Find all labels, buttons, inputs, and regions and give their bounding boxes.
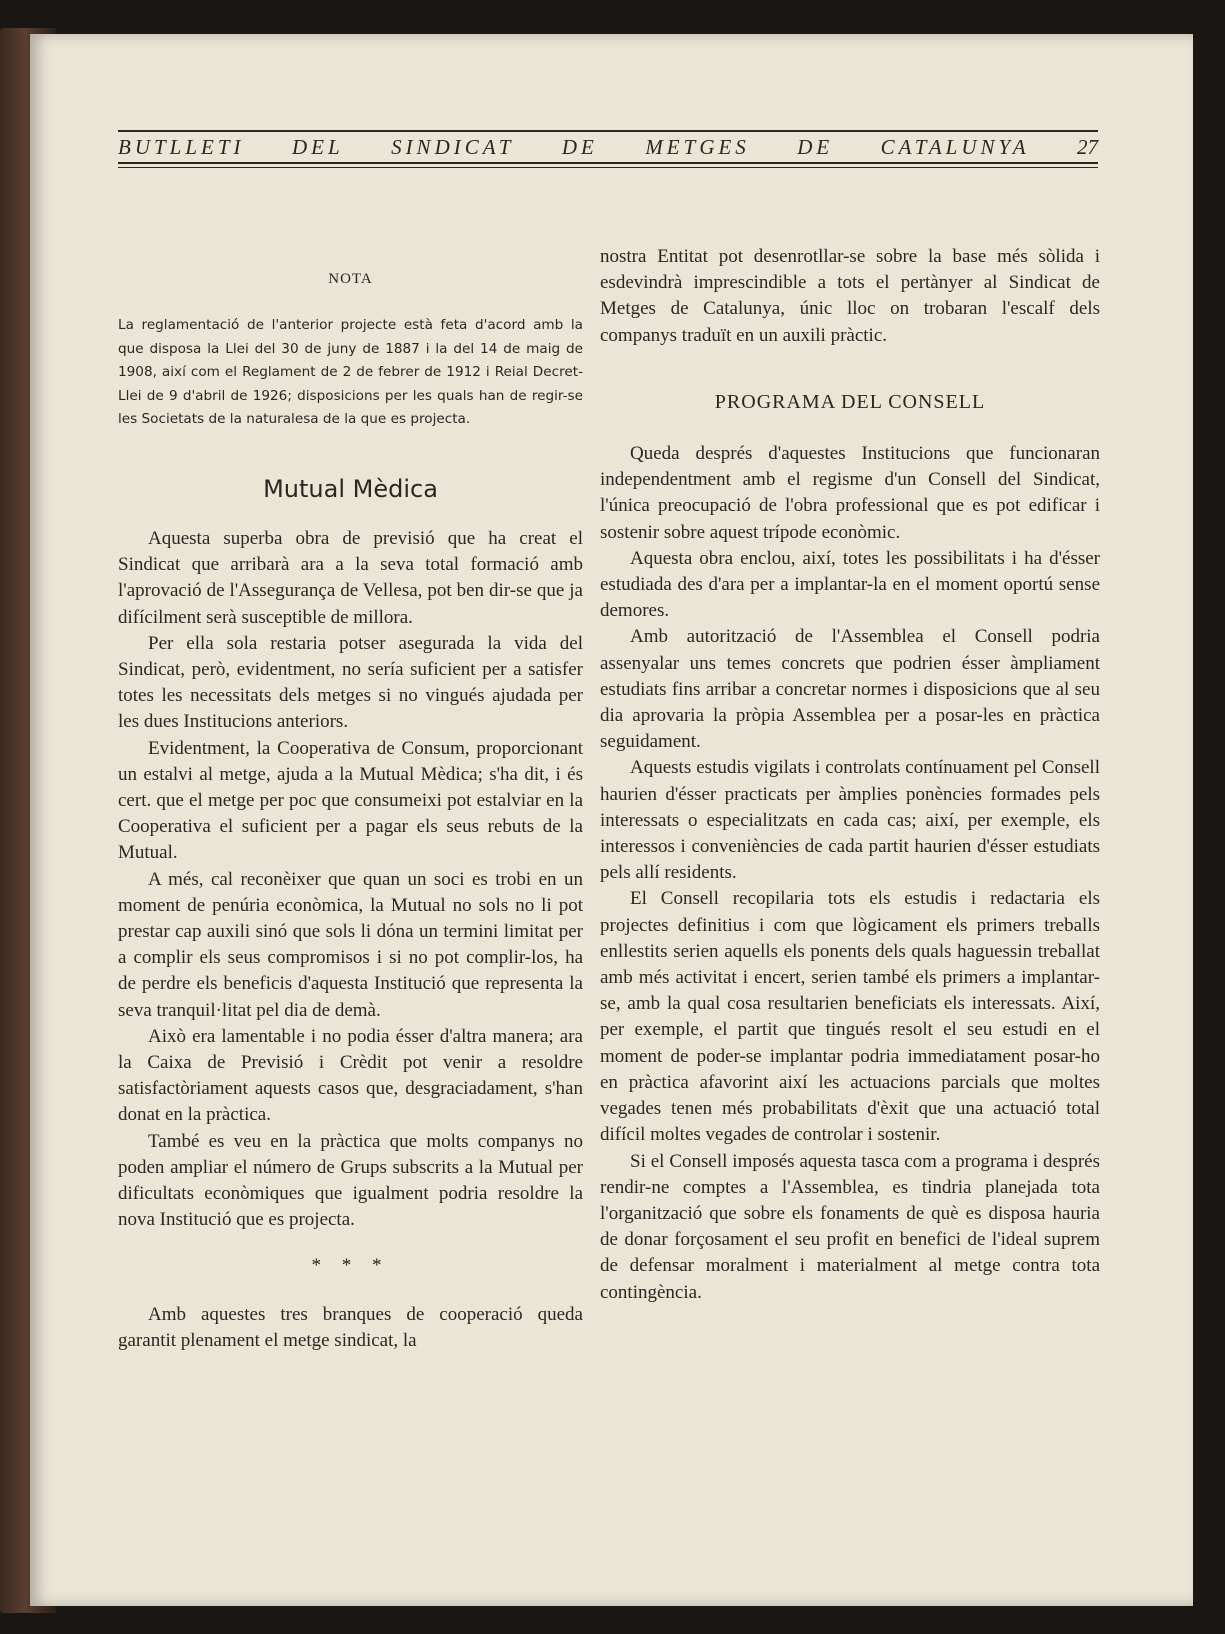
running-header — [118, 130, 1098, 168]
paragraph-continuation: nostra Entitat pot desenrotllar-se sobre la base més sòlida i esdevindrà imprescindible a tots el pertànyer al Sindicat de Metges de Catalunya, únic lloc on trobaran l'escalf dels companys traduït en un auxili pràctic. — [600, 246, 1100, 346]
paragraph: Això era lamentable i no podia ésser d'altra manera; ara la Caixa de Previsió i Crèdit pot venir a resoldre satisfactòriament aquests casos que, desgraciadament, s'han donat en la pràctica. — [118, 1025, 583, 1126]
nota-title: NOTA — [328, 271, 373, 287]
paragraph: Evidentment, la Cooperativa de Consum, proporcionant un estalvi al metge, ajuda a la Mutual Mèdica; s'ha dit, i és cert. que el metge per poc que consumeixi pot estalviar en la Cooperativa el suficient per a pagar els seus rebuts de la Mutual. — [118, 737, 583, 864]
section-title-mutual-medica: Mutual Mèdica — [263, 474, 438, 503]
header-word: DE — [797, 135, 834, 159]
paragraph: El Consell recopilaria tots els estudis i redactaria els projectes definitius i com que lògicament els primers treballs enllestits serien aquells els ponents dels quals haguessin treballat amb més activitat i encert, serien també els primers a implantar-se, amb la qual cosa resultarien beneficiats els interessats. Així, per exemple, el partit que tingués resolt el seu estudi en el moment de poder-se implantar podria immediatament posar-ho en pràctica afavorint així les actuacions parcials que moltes vegades tenen més probabilitats d'èxit que una actuació total difícil moltes vegades de controlar i sostenir. — [600, 888, 1100, 1146]
paragraph: Aquesta superba obra de previsió que ha creat el Sindicat que arribarà ara a la seva total formació amb l'aprovació de l'Assegurança de Vellesa, pot ben dir-se que ja difícilment serà susceptible de millora. — [118, 527, 583, 628]
left-column — [118, 244, 583, 1354]
right-column — [600, 244, 1100, 1306]
paragraph: Amb aquestes tres branques de cooperació queda garantit plenament el metge sindicat, la — [118, 1303, 583, 1351]
nota-text: La reglamentació de l'anterior projecte està feta d'acord amb la que disposa la Llei del 30 de juny de 1887 i la del 14 de maig de 1908, així com el Reglament de 2 de febrer de 1912 i Reial Decret-Llei de 9 d'abril de 1926; disposicions per les quals han de regir-se les Societats de la naturalesa de la que es projecta. — [118, 317, 583, 428]
paragraph: Si el Consell imposés aquesta tasca com a programa i després rendir-ne comptes a l'Assemblea, es tindria planejada tota l'organització que sobre els fonaments de què es disposa hauria de donar forçosament el seu profit en benefici de l'ideal suprem de defensar moralment i materialment al metge contra tota contingència. — [600, 1150, 1100, 1303]
header-word: METGES — [645, 135, 750, 159]
section-title-programa: PROGRAMA DEL CONSELL — [714, 390, 986, 413]
header-word: CATALUNYA — [880, 135, 1030, 159]
page-number: 27 — [1076, 135, 1098, 159]
page — [30, 34, 1193, 1606]
header-rule-bottom — [118, 162, 1098, 164]
header-word: DEL — [291, 135, 344, 159]
header-word: BUTLLETI — [118, 135, 245, 159]
section-separator: * * * — [311, 1255, 390, 1277]
header-word: DE — [561, 135, 598, 159]
paragraph: Aquests estudis vigilats i controlats contínuament pel Consell haurien d'ésser practicats per àmplies ponències formades pels interessats o especialitzats en cada cas; així, per exemple, els interessos i conveniències de cada partit haurien d'ésser estudiats pels allí residents. — [600, 757, 1100, 884]
header-title — [118, 132, 1098, 162]
header-word: SINDICAT — [391, 135, 515, 159]
paragraph: A més, cal reconèixer que quan un soci es trobi en un moment de penúria econòmica, la Mutual no sols no li pot prestar cap auxili sinó que sols li dóna un termini limitat per a complir els seus compromisos i si no pot complir-los, ha de perdre els beneficis d'aquesta Institució que representa la seva tranquil·litat pel dia de demà. — [118, 868, 583, 1021]
paragraph: Aquesta obra enclou, així, totes les possibilitats i ha d'ésser estudiada des d'ara per a implantar-la en el moment oportú sense demores. — [600, 547, 1100, 622]
paragraph: Amb autorització de l'Assemblea el Consell podria assenyalar uns temes concrets que podrien ésser àmpliament estudiats fins arribar a concretar normes i disposicions que al seu dia aprovaria la pròpia Assemblea per a posar-les en pràctica seguidament. — [600, 626, 1100, 753]
paragraph: També es veu en la pràctica que molts companys no poden ampliar el número de Grups subscrits a la Mutual per dificultats econòmiques que igualment podria resoldre la nova Institució que es projecta. — [118, 1130, 583, 1231]
header-rule-bottom-thin — [118, 167, 1098, 168]
paragraph: Queda després d'aquestes Institucions que funcionaran independentment amb el regisme d'un Consell del Sindicat, l'única preocupació de l'obra professional que es pot edificar i sostenir sobre aquest trípode econòmic. — [600, 443, 1100, 543]
paragraph: Per ella sola restaria potser asegurada la vida del Sindicat, però, evidentment, no sería suficient per a satisfer totes les necessitats dels metges si no vingués ajudada per les dues Institucions anteriors. — [118, 632, 583, 733]
